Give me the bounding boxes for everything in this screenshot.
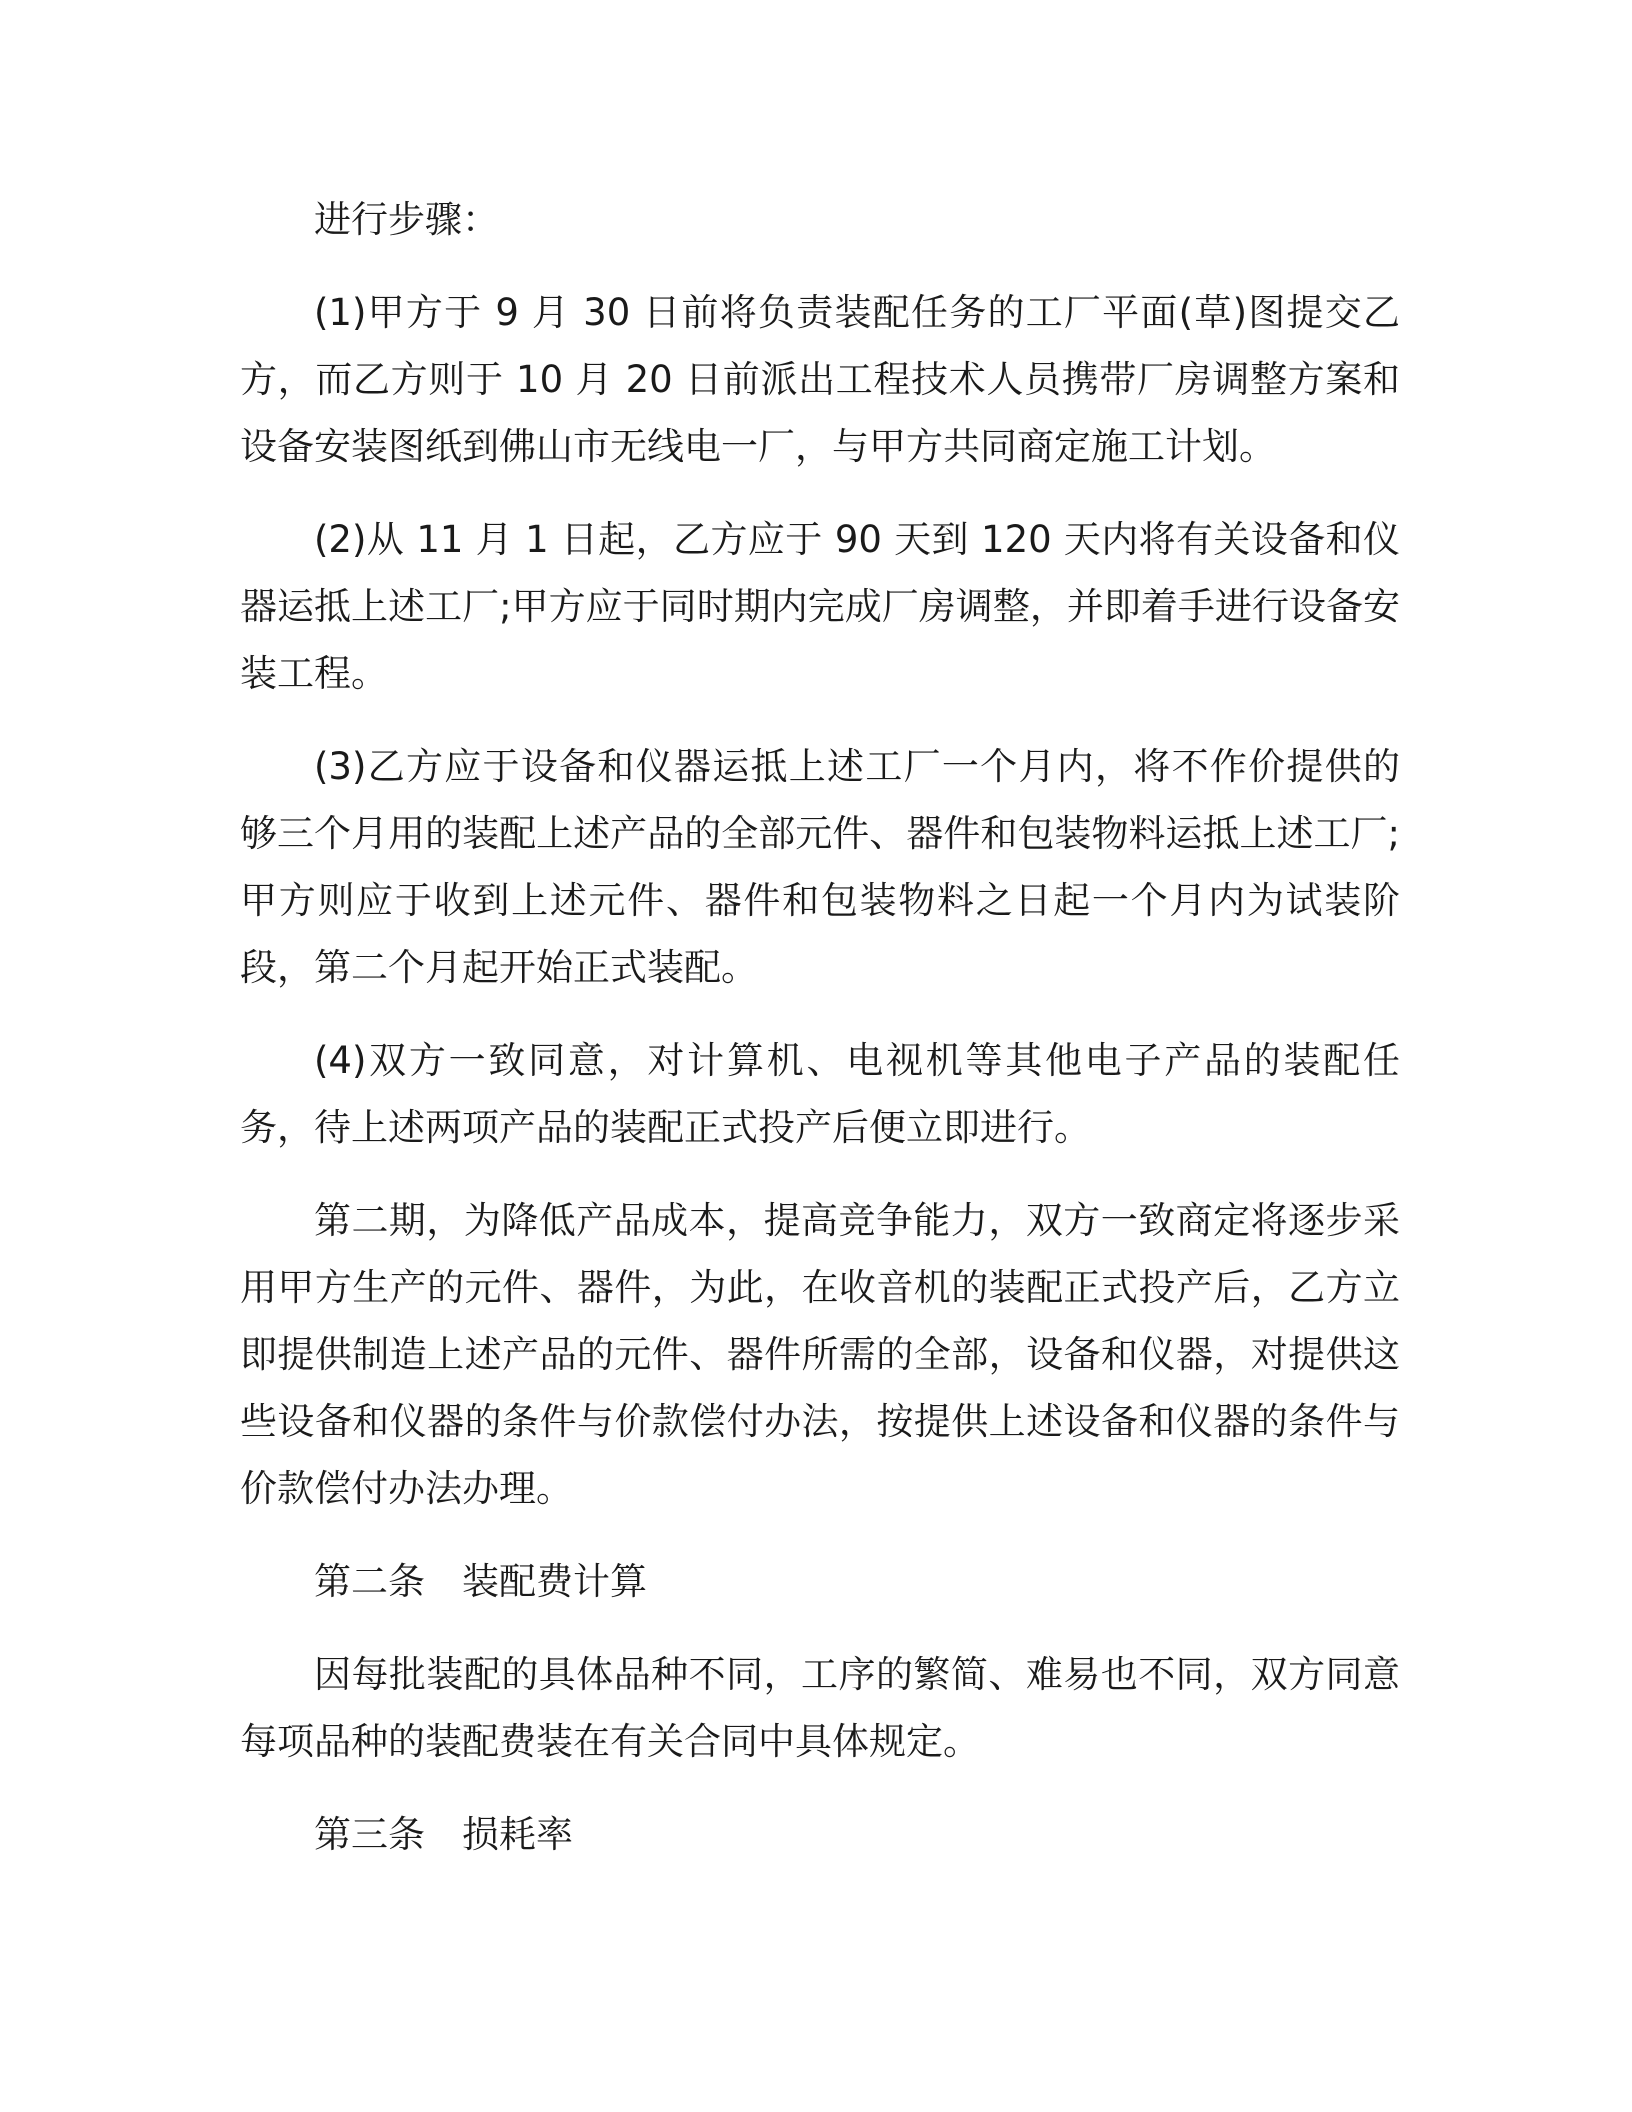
heading-article-3: 第三条 损耗率: [314, 1813, 573, 1856]
paragraph-assembly-fee: 因每批装配的具体品种不同，工序的繁简、难易也不同，双方同意每项品种的装配费装在有关合同中具体规定。: [240, 1653, 1400, 1763]
paragraph-step-2: (2)从 11 月 1 日起，乙方应于 90 天到 120 天内将有关设备和仪器运抵上述工厂;甲方应于同时期内完成厂房调整，并即着手进行设备安装工程。: [240, 518, 1400, 695]
paragraph-step-3: (3)乙方应于设备和仪器运抵上述工厂一个月内，将不作价提供的够三个月用的装配上述产品的全部元件、器件和包装物料运抵上述工厂;甲方则应于收到上述元件、器件和包装物料之日起一个月内为试装阶段，第二个月起开始正式装配。: [240, 745, 1400, 989]
paragraph-step-4: (4)双方一致同意，对计算机、电视机等其他电子产品的装配任务，待上述两项产品的装配正式投产后便立即进行。: [240, 1039, 1400, 1149]
heading-article-2: 第二条 装配费计算: [314, 1560, 647, 1603]
paragraph-phase-two: 第二期，为降低产品成本，提高竞争能力，双方一致商定将逐步采用甲方生产的元件、器件，为此，在收音机的装配正式投产后，乙方立即提供制造上述产品的元件、器件所需的全部，设备和仪器，对提供这些设备和仪器的条件与价款偿付办法，按提供上述设备和仪器的条件与价款偿付办法办理。: [240, 1199, 1400, 1510]
document-body: [240, 186, 1400, 1894]
paragraph-step-1: (1)甲方于 9 月 30 日前将负责装配任务的工厂平面(草)图提交乙方，而乙方则于 10 月 20 日前派出工程技术人员携带厂房调整方案和设备安装图纸到佛山市无线电一厂，与甲方共同商定施工计划。: [240, 291, 1400, 468]
paragraph-steps-intro: 进行步骤：: [314, 198, 499, 241]
